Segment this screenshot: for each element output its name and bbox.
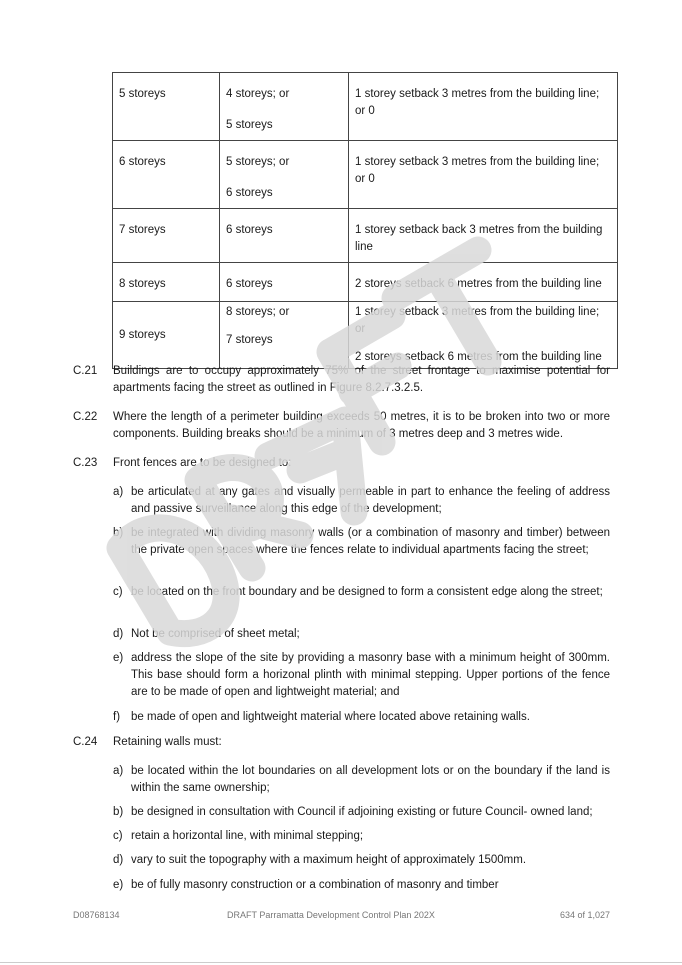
table-cell-setback: 1 storey setback back 3 metres from the building line	[349, 209, 618, 263]
footer-doc-id: D08768134	[73, 910, 120, 920]
clause-text: Front fences are to be designed to:	[113, 457, 292, 469]
list-item-label: c)	[113, 830, 123, 842]
table-cell-setback: 1 storey setback 3 metres from the building line; or 0	[349, 73, 618, 141]
table-cell-podium	[220, 141, 349, 209]
list-item: be articulated at any gates and visually permeable in part to enhance the feeling of address and passive surveillance along this edge of the development;	[131, 486, 610, 515]
podium-option: 5 storeys; or	[226, 156, 290, 168]
list-item-label: b)	[113, 806, 124, 818]
list-item-label: a)	[113, 765, 124, 777]
table-cell-podium	[220, 73, 349, 141]
list-item: be located on the front boundary and be designed to form a consistent edge along the street;	[131, 586, 603, 598]
clause-code: C.21	[73, 365, 98, 377]
clause-code: C.22	[73, 411, 98, 423]
table-cell-podium: 6 storeys	[220, 263, 349, 302]
setback-table	[112, 72, 618, 369]
table-cell-podium: 6 storeys	[220, 209, 349, 263]
table-row	[113, 209, 618, 263]
table-cell-height: 8 storeys	[113, 263, 220, 302]
list-item-label: d)	[113, 628, 124, 640]
list-item-label: e)	[113, 879, 124, 891]
list-item-label: b)	[113, 527, 124, 539]
table-cell-setback: 1 storey setback 3 metres from the building line; or 0	[349, 141, 618, 209]
setback-option: 1 storey setback 3 metres from the building line; or	[355, 306, 600, 335]
table-cell-podium	[220, 302, 349, 369]
podium-option: 5 storeys	[226, 119, 273, 131]
table-cell-height: 6 storeys	[113, 141, 220, 209]
footer-page-number: 634 of 1,027	[560, 910, 611, 920]
list-item-label: d)	[113, 854, 124, 866]
list-item: vary to suit the topography with a maximum height of approximately 1500mm.	[131, 854, 527, 866]
table-row	[113, 141, 618, 209]
table-cell-height: 7 storeys	[113, 209, 220, 263]
list-item: be made of open and lightweight material where located above retaining walls.	[131, 711, 530, 723]
table-cell-height: 9 storeys	[113, 302, 220, 369]
list-item: be located within the lot boundaries on all development lots or on the boundary if the land is within the same ownership;	[131, 765, 610, 794]
footer-title: DRAFT Parramatta Development Control Plan 202X	[227, 910, 435, 920]
table-row	[113, 263, 618, 302]
table-cell-setback: 2 storeys setback 6 metres from the building line	[349, 263, 618, 302]
list-item: be integrated with dividing masonry walls (or a combination of masonry and timber) between the private open spaces where the fences relate to individual apartments facing the street;	[131, 527, 610, 556]
podium-option: 8 storeys; or	[226, 306, 290, 318]
clause-text: Retaining walls must:	[113, 736, 222, 748]
list-item: be of fully masonry construction or a combination of masonry and timber	[131, 879, 499, 891]
podium-option: 6 storeys	[226, 187, 273, 199]
list-item-label: f)	[113, 711, 121, 723]
list-item: Not be comprised of sheet metal;	[131, 628, 300, 640]
list-item-label: c)	[113, 586, 123, 598]
table-row	[113, 302, 618, 369]
clause-code: C.23	[73, 457, 98, 469]
list-item: address the slope of the site by providing a masonry base with a minimum height of 300mm. This base should form a horizonal plinth with minimal stepping. Upper portions of the fence are to be made of open and lightweight material; and	[131, 652, 610, 698]
clause-text: Buildings are to occupy approximately 75% of the street frontage to maximise potential for apartments facing the street as outlined in Figure 8.2.7.3.2.5.	[113, 365, 610, 394]
clause-code: C.24	[73, 736, 98, 748]
table-cell-setback	[349, 302, 618, 369]
list-item: retain a horizontal line, with minimal stepping;	[131, 830, 364, 842]
list-item-label: e)	[113, 652, 124, 664]
list-item: be designed in consultation with Council if adjoining existing or future Council- owned land;	[131, 806, 593, 818]
table-cell-height: 5 storeys	[113, 73, 220, 141]
footer-divider	[0, 962, 682, 963]
table-row	[113, 73, 618, 141]
list-item-label: a)	[113, 486, 124, 498]
setback-option: 2 storeys setback 6 metres from the building line	[355, 351, 602, 363]
clause-text: Where the length of a perimeter building exceeds 50 metres, it is to be broken into two or more components. Building breaks should be a minimum of 3 metres deep and 3 metres wide.	[113, 411, 610, 440]
podium-option: 7 storeys	[226, 334, 273, 346]
podium-option: 4 storeys; or	[226, 88, 290, 100]
